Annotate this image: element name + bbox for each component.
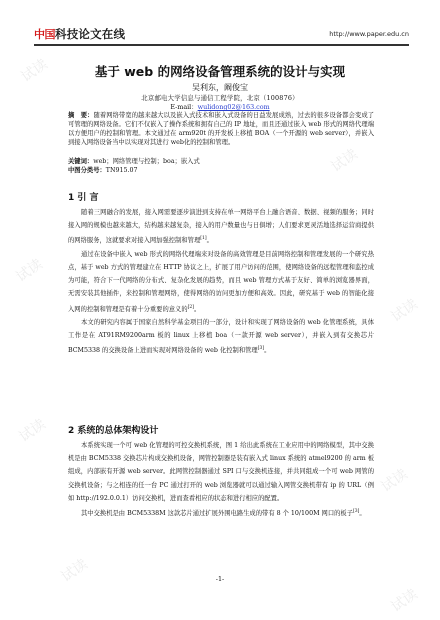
watermark: 试读 <box>16 416 49 446</box>
paragraph-text: 通过在设备中嵌入 web 形式的网络代理端来对设备的高效管理是目前网络控制和管理发展的一个研究热点，基于 web 方式的管理建立在 HTTP 协议之上，扩展了用户访问的范围，使网络设备的远程管理和监控成为可能，符合下一代网络的分布式、复杂化发展的趋势，而且 web 管理方式基于友好、简单的浏览器界面，无需安装其他插件，来控制和管理网络，使得网络的访问更加方便和高效。因此，研究基于 web 的智能化接入网的控制和管理是有着十分重要的意义的 <box>68 250 374 313</box>
classification-line <box>68 167 374 176</box>
paragraph-text: 其中交换机是由 BCM5338M 这款芯片通过扩展外围电路生成的带有 8 个 10/100M 网口的板子 <box>81 510 354 518</box>
paragraph: 随着三网融合的发展，接入网需要逐步演进到支持在单一网络平台上融合语音、数据、视频的服务；同时接入网的规模也越来越大，结构越来越复杂，接入的用户数量也与日俱增；人们要求更灵活地选择运营商提供的网络服务，这就要求对接入网加强控制和管理[1]。 <box>68 209 374 245</box>
watermark: 试读 <box>378 466 411 496</box>
keywords-label: 关键词： <box>68 158 94 165</box>
citation-ref[interactable]: [3] <box>353 509 360 515</box>
paper-title: 基于 web 的网络设备管理系统的设计与实现 <box>94 64 346 79</box>
classification-number: TN915.07 <box>105 167 138 174</box>
paragraph: 其中交换机是由 BCM5338M 这款芯片通过扩展外围电路生成的带有 8 个 10/100M 网口的板子[3]。 <box>81 509 366 518</box>
email-line <box>0 102 440 111</box>
keywords-text: web；网络管理与控制；boa；嵌入式 <box>93 158 200 165</box>
watermark: 试读 <box>388 586 421 616</box>
page-number: -1- <box>215 575 225 583</box>
paragraph: 本文的研究内容属于国家自然科学基金项目的一部分，设计和实现了网络设备的 web 化管理系统，具体工作是在 AT91RM9200arm 板的 linux 上移植 boa（一款开源 web server），并嵌入到有交换芯片 BCM5338 的交换设备上进而实现对网络设备的 web 化控制和管理[3]。 <box>68 318 374 355</box>
paragraph-text: 随着三网融合的发展，接入网需要逐步演进到支持在单一网络平台上融合语音、数据、视频的服务；同时接入网的规模也越来越大，结构越来越复杂，接入的用户数量也与日俱增；人们要求更灵活地选择运营商提供的网络服务，这就要求对接入网加强控制和管理 <box>68 209 374 245</box>
abstract-label: 摘 要： <box>68 112 94 119</box>
watermark: 试读 <box>328 146 361 176</box>
watermark: 试读 <box>13 256 46 286</box>
section-1-heading: 1 引 言 <box>68 193 99 203</box>
logo-cn: 中国 <box>34 28 55 41</box>
abstract <box>68 112 374 148</box>
email-link[interactable]: wulidong02@163.com <box>197 103 270 111</box>
section-1-body <box>68 206 374 358</box>
citation-ref[interactable]: [2] <box>187 304 195 310</box>
paragraph: 通过在设备中嵌入 web 形式的网络代理端来对设备的高效管理是目前网络控制和管理发展的一个研究热点，基于 web 方式的管理建立在 HTTP 协议之上，扩展了用户访问的范围，使网络设备的远程管理和监控成为可能，符合下一代网络的分布式、复杂化发展的趋势，而且 web 管理方式基于友好、简单的浏览器界面，无需安装其他插件，来控制和管理网络，使得网络的访问更加方便和高效。因此，研究基于 web 的智能化接入网的控制和管理是有着十分重要的意义的[2]。 <box>68 250 374 313</box>
logo-main: 科技论文在线 <box>55 27 126 41</box>
watermark: 试读 <box>388 296 421 326</box>
page-header <box>34 27 409 43</box>
site-logo[interactable] <box>34 27 125 41</box>
citation-ref[interactable]: [1] <box>200 236 207 242</box>
abstract-text: 随着网络带宽的越来越大以及嵌入式技术和嵌入式设备的日益发展成熟，过去的很多设备都会变成了可管理的网络设备。它们不仅嵌入了操作系统和拥有自己的 IP 地址，而且还通过嵌入 web 形式的网络代理端以方便用户的控制和管理。本文通过在 arm920t 的开发板上移植 BOA（一个开源的 web server），并嵌入到接入网络设备当中以实现对其进行 web化的控制和管理。 <box>68 112 375 146</box>
paper-affiliation: 北京邮电大学信息与通信工程学院，北京（100876） <box>141 94 299 102</box>
header-divider <box>34 44 409 46</box>
section-2-body <box>68 439 374 520</box>
citation-ref[interactable]: [3] <box>257 346 265 352</box>
header-url-link[interactable]: http://www.paper.edu.cn <box>329 30 409 38</box>
watermark: 试读 <box>58 556 91 586</box>
paragraph-text: 本文的研究内容属于国家自然科学基金项目的一部分，设计和实现了网络设备的 web 化管理系统，具体工作是在 AT91RM9200arm 板的 linux 上移植 boa（一款开源 web server），并嵌入到有交换芯片 BCM5338 的交换设备上进而实现对网络设备的 web 化控制和管理 <box>68 318 374 355</box>
watermark: 试读 <box>18 56 51 86</box>
section-2-heading: 2 系统的总体架构设计 <box>68 426 159 436</box>
paper-authors: 吴利东，阚俊宝 <box>192 83 248 92</box>
keywords-line <box>68 158 374 167</box>
email-label: E-mail： <box>170 103 198 111</box>
classification-label: 中图分类号： <box>68 167 106 174</box>
paragraph: 本系统实现一个可 web 化管理的可控交换机系统，图 1 给出此系统在工业应用中的网络模型，其中交换机是由 BCM5338 交换芯片构成交换机设备，网管控制器是装有嵌入式 linux 系统的 atmel9200 的 arm 板组成，内部嵌有开源 web server。此网管控制器通过 SPI 口与交换机连接，并共同组成一个可 web 网管的交换机设备；与之相连的任一台 PC 通过打开的 web 浏览器就可以通过输入网管交换机带有 ip 的 URL（例如 http://192.0.0.1）访问交换机，进而查看相应的状态和进行相应的配置。 <box>68 442 374 502</box>
